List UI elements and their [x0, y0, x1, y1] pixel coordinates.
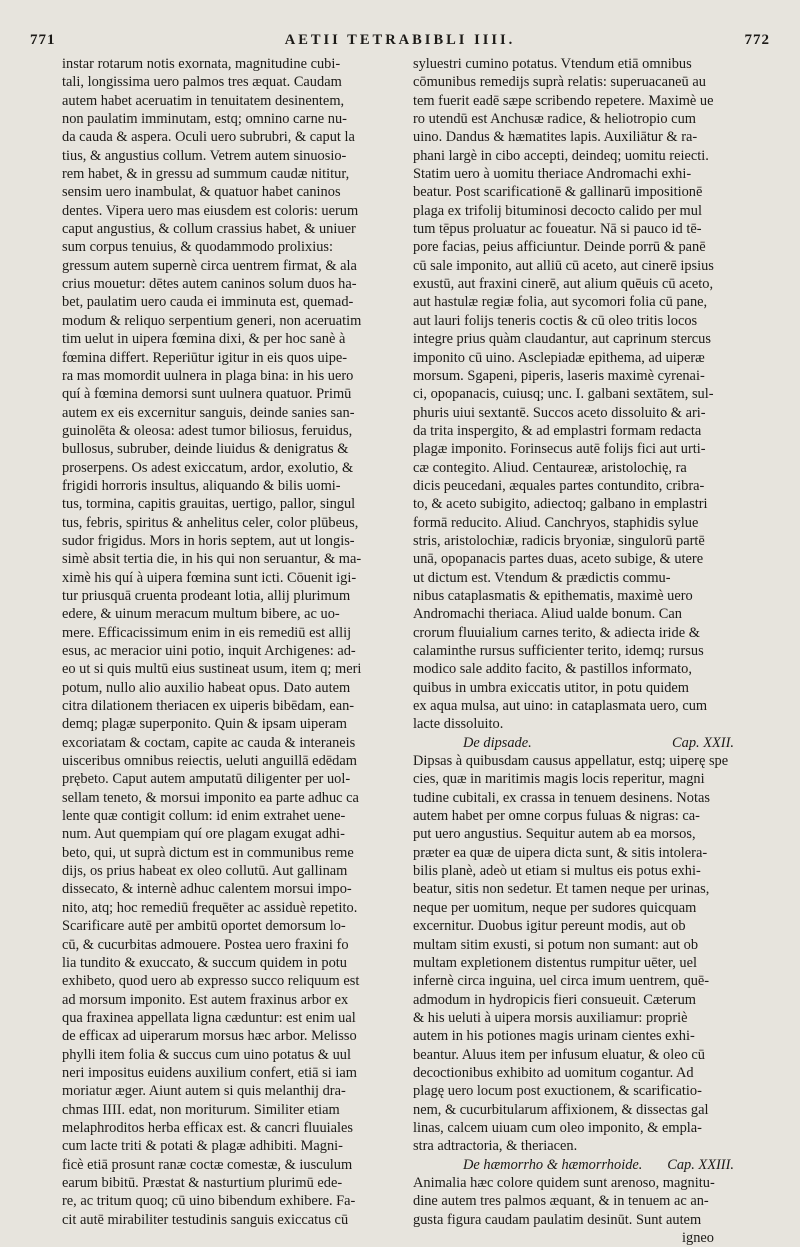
text-line: tali, longissima uero palmos tres æquat. Caudam — [62, 74, 342, 91]
text-line: instar rotarum notis exornata, magnitudine cubi- — [62, 56, 341, 72]
text-line: non paulatim imminutam, estq; omnino carne nu- — [62, 111, 347, 128]
text-line: calaminthe rursus sufficienter terito, idemq; rursus — [413, 643, 704, 659]
text-line: ad morsum imponito. Est autem fraxinus arbor ex — [62, 991, 349, 1008]
text-line: formā reducito. Aliud. Canchryos, staphidis sylue — [413, 514, 699, 531]
text-line: ficè etiā prosunt ranæ coctæ comestæ, & iusculum — [62, 1156, 353, 1173]
text-line: Animalia hæc colore quidem sunt arenoso, magnitu- — [413, 1174, 715, 1191]
text-line: lacte dissoluito. — [413, 716, 504, 733]
text-line: stris, aristolochiæ, radicis bryoniæ, singulorū partē — [413, 532, 705, 549]
text-line: crius mouetur: dētes autem caninos solum duos ha- — [62, 276, 357, 293]
text-line: edere, & uinum meracum multum bibere, ac uo- — [62, 606, 340, 623]
text-line: sellam teneto, & morsui imponito ea parte adhuc ca — [62, 789, 359, 806]
text-line: ex aqua mulsa, aut uino: in cataplasmata uero, cum — [413, 698, 708, 715]
text-line: chmas IIII. edat, non moriturum. Similiter etiam — [62, 1101, 340, 1118]
text-line: excernitur. Duobus igitur pereunt modis, aut ob — [413, 918, 686, 935]
text-line: Dipsas à quibusdam causus appellatur, estq; uiperę spe — [413, 753, 729, 770]
text-line: linas, calcem uiuam cum oleo imponito, & empla- — [413, 1119, 702, 1136]
text-line: cum lacte triti & potati & plagæ adhibiti. Magni- — [62, 1138, 343, 1155]
chapter-23-heading — [413, 1156, 738, 1174]
text-line: nibus cataplasmatis & epithematis, maximè uero — [413, 587, 693, 604]
text-line: qua fraxinea appellata ligna cæduntur: est enim ual — [62, 1009, 356, 1026]
text-line: frigidi horroris insultus, aliquando & bilis uomi- — [62, 477, 341, 494]
text-line: multam sitim exusti, si potum non sumant: aut ob — [413, 936, 699, 953]
text-line: sum corpus tenuius, & quodammodo prolixius: — [62, 239, 334, 256]
text-line: nito, atq; hoc remediū frequēter ac assiduè repetito. — [62, 899, 358, 916]
text-line: plagę uero locum post exuctionem, & scarificatio- — [413, 1083, 702, 1100]
text-line: lente quæ contigit collum: id enim extrahet uene- — [62, 808, 346, 825]
text-line: infernè circa inguina, uel circa imum uentrem, quē- — [413, 973, 710, 990]
text-line: tum tēpus proluatur ac foueatur. Nā si pauco id tē- — [413, 221, 702, 238]
text-line: dine autem tres palmos æquant, & in tenuem ac an- — [413, 1193, 709, 1210]
text-line: gressum autem supernè circa uentrem firmat, & ala — [62, 257, 357, 274]
text-line: phylli item folia & succus cum uino potatus & uul — [62, 1046, 351, 1063]
text-line: tus, febris, spiritus & anhelitus celer, color plūbeus, — [62, 514, 359, 531]
text-line: guinolēta & oleosa: adest tumor biliosus, feruidus, — [62, 422, 353, 439]
text-line: demq; plagæ superponito. Quin & ipsam uiperam — [62, 716, 347, 733]
text-line: num. Aut quempiam quí ore plagam exugat adhi- — [62, 826, 345, 843]
text-line: dicis peucedani, æquales partes contundito, cribra- — [413, 477, 705, 494]
text-line: dijs, os prius habeat ex oleo collutū. Aut gallinam — [62, 863, 348, 880]
text-line: da cauda & aspera. Oculi uero subrubri, & caput la — [62, 129, 355, 146]
text-line: integre prius quàm claudantur, aut caprinum stercus — [413, 331, 711, 348]
text-line: tim uelut in uipera fœmina dixi, & per hoc sanè à — [62, 331, 346, 348]
text-line: syluestri cumino potatus. Vtendum etiā omnibus — [413, 56, 692, 72]
chapter-23-text — [413, 1174, 738, 1229]
left-column — [62, 55, 400, 1229]
text-line: phani largè in cibo accepti, deindeq; uomitu reiecti. — [413, 147, 709, 164]
text-line: cæ contegito. Aliud. Centaureæ, aristolochię, ra — [413, 459, 687, 476]
text-line: beatur, sitis non sedetur. Et tamen neque per urinas, — [413, 881, 710, 898]
text-line: bet, paulatim uero cauda ei imminuta est, quemad- — [62, 294, 354, 311]
text-line: exhibeto, quod uero ab expresso succo reliquum est — [62, 973, 360, 990]
text-line: cies, quæ in maritimis magis locis reperitur, magni — [413, 771, 705, 788]
text-line: dentes. Vipera uero mas eiusdem est coloris: uerum — [62, 202, 359, 219]
text-line: Statim uero à uomitu theriace Andromachi exhi- — [413, 166, 692, 183]
text-line: aut lauri folijs teneris coctis & cū oleo tritis locos — [413, 312, 698, 329]
text-line: beatur. Post scarificationē & gallinarū impositionē — [413, 184, 703, 201]
text-line: & his ueluti à uipera morsis auxiliamur: propriè — [413, 1009, 688, 1026]
text-line: cū sale imponito, aut alliū cū aceto, aut cinerē ipsius — [413, 257, 714, 274]
right-column — [413, 55, 738, 1247]
text-line: pore facias, peius afficiuntur. Deinde porrū & panē — [413, 239, 706, 256]
text-line: ra mas momordit uulnera in plaga bina: in his uero — [62, 367, 354, 384]
text-line: modum & reliquo serpentium generi, non aceruatim — [62, 312, 362, 329]
text-line: citra dilationem theriacen ex uiperis bibēdam, ean- — [62, 698, 355, 715]
text-line: imponito cū uino. Asclepiadæ epithema, ad uiperæ — [413, 349, 705, 366]
catchword: igneo — [682, 1230, 714, 1246]
text-line: plagæ imponito. Forinsecus autē folijs fici aut urti- — [413, 441, 706, 458]
text-line: tem fuerit eadē sæpe scribendo repetere. Maximè ue — [413, 92, 714, 109]
text-line: tus, tormina, capitis grauitas, uertigo, pallor, singul — [62, 496, 356, 513]
running-title: AETII TETRABIBLI IIII. — [284, 31, 516, 48]
text-line: esus, ac meracior uini potio, inquit Archigenes: ad- — [62, 643, 356, 659]
text-line: phuris uiui sextantē. Succos aceto dissoluito & ari- — [413, 404, 706, 421]
text-line: aut hastulæ regiæ folia, aut sycomori folia cū pane, — [413, 294, 708, 311]
text-line: exustū, aut fraxini cinerē, aut alium quēuis cū aceto, — [413, 276, 714, 293]
text-line: multam expletionem distentus rumpitur uēter, uel — [413, 954, 697, 971]
text-line: decoctionibus exhibito ad uomitum cogantur. Ad — [413, 1064, 694, 1081]
text-line: eo ut si quis multū eius sustineat usum, item q; meri — [62, 661, 362, 678]
text-line: ximè his quí à uipera fœmina sunt icti. Cōuenit igi- — [62, 569, 357, 586]
text-line: bullosus, subruber, deinde liuidus & denigratus & — [62, 441, 349, 458]
right-column-top-text — [413, 55, 738, 734]
text-line: put uero angustius. Sequitur autem ab ea morsos, — [413, 826, 696, 843]
text-line: tius, & angustius collum. Vetrem autem sinuosio- — [62, 147, 347, 164]
text-line: lia tundito & exuccato, & succum quidem in potu — [62, 954, 347, 971]
text-line: ut dictum est. Vtendum & prædictis commu- — [413, 569, 671, 586]
text-line: moriatur æger. Aiunt autem si quis melanthij dra- — [62, 1083, 346, 1100]
text-line: morsum. Sgapeni, piperis, laseris maximè cyrenai- — [413, 367, 705, 384]
text-line: rem habet, & in gressu ad summum caudæ nititur, — [62, 166, 350, 183]
text-line: fœmina differt. Reperiūtur igitur in eis quos uipe- — [62, 349, 348, 366]
text-line: neque per uomitum, neque per sudores quicquam — [413, 899, 697, 916]
text-line: admodum in hydropicis fieri consueuit. Cæterum — [413, 991, 696, 1008]
text-line: Andromachi theriaca. Aliud ualde bonum. Can — [413, 606, 682, 623]
text-line: ro utendū est Anchusæ radice, & heliotropio cum — [413, 111, 696, 128]
text-line: da trita inspergito, & ad emplastri formam redacta — [413, 422, 702, 439]
text-line: neri impositus euidens auxilium confert, etiā si iam — [62, 1064, 357, 1081]
text-line: simè absit tertia die, in his qui non seruantur, & ma- — [62, 551, 362, 568]
text-line: to, & aceto subigito, adiectoq; galbano in emplastri — [413, 496, 708, 513]
text-line: dissecato, & internè adhuc calentem morsui impo- — [62, 881, 352, 898]
text-line: beantur. Aluus item per infusum eluatur, & oleo cū — [413, 1046, 705, 1063]
text-line: sudor frigidus. Mors in horis septem, aut ut longis- — [62, 532, 355, 549]
text-line: tur priusquā cruenta prodeant lotia, allij plurimum — [62, 587, 351, 604]
text-line: quibus in umbra exiccatis utitor, in potu quidem — [413, 679, 690, 696]
chapter-23-number: Cap. XXIII. — [667, 1156, 734, 1173]
text-line: caput angustius, & collum crassius habet, & uniuer — [62, 221, 356, 238]
text-line: excoriatam & coctam, capite ac cauda & interaneis — [62, 734, 356, 751]
text-line: autem in his potiones magis urinam cientes exhi- — [413, 1028, 695, 1045]
text-line: tudine cubitali, ex crassa in tenuem desinens. Notas — [413, 789, 710, 806]
text-line: sensim uero inambulat, & quatuor habet caninos — [62, 184, 341, 201]
text-line: autem habet aceruatim in tenuitatem desinentem, — [62, 92, 345, 109]
text-line: potum, nullo alio auxilio habeat opus. Dato autem — [62, 679, 351, 696]
text-line: ci, opopanacis, cuiusq; unc. I. galbani sextātem, sul- — [413, 386, 714, 403]
running-header — [30, 28, 770, 52]
right-page-number: 772 — [744, 31, 770, 48]
text-line: de efficax ad uiperarum morsus hæc arbor. Melisso — [62, 1028, 357, 1045]
chapter-23-title: De hæmorrho & hæmorrhoide. — [463, 1156, 643, 1173]
text-line: melaphroditos herba efficax est. & cancri fluuiales — [62, 1119, 354, 1136]
text-line: modico sale addito facito, & pastillos informato, — [413, 661, 692, 678]
text-line: proserpens. Os adest exiccatum, ardor, exolutio, & — [62, 459, 354, 476]
text-line: uisceribus omnibus reiectis, ueluti anguillā edēdam — [62, 753, 357, 770]
text-line: beto, qui, ut suprà dictum est in communibus reme — [62, 844, 354, 861]
left-page-number: 771 — [30, 31, 56, 48]
text-line: quí à fœmina demorsi sunt uulnera quatuor. Primū — [62, 386, 352, 403]
text-line: nem, & cucurbitularum affixionem, & dissectas gal — [413, 1101, 709, 1118]
text-line: Scarificare autē per ambitū oportet demorsum lo- — [62, 918, 346, 935]
text-line: autem ex eis excernitur sanguis, deinde sanies san- — [62, 404, 355, 421]
chapter-22-text — [413, 752, 738, 1156]
chapter-22-heading — [413, 734, 738, 752]
text-line: gusta figura caudam paulatim desinūt. Sunt autem — [413, 1211, 702, 1228]
text-line: stra adtractoria, & theriacen. — [413, 1138, 578, 1155]
text-line: cū, & cucurbitas admouere. Postea uero fraxini fo — [62, 936, 349, 953]
text-line: uino. Dandus & hæmatites lapis. Auxiliātur & ra- — [413, 129, 698, 146]
text-line: autem habet per omne corpus fuluas & nigras: ca- — [413, 808, 700, 825]
text-line: crorum fluuialium carnes terito, & adiecta iride & — [413, 624, 700, 641]
chapter-22-number: Cap. XXII. — [672, 734, 734, 751]
text-line: unā, opopanacis partes duas, aceto subige, & utere — [413, 551, 704, 568]
text-line: mere. Efficacissimum enim in eis remediū est allij — [62, 624, 352, 641]
text-line: prębeto. Caput autem amputatū diligenter per uol- — [62, 771, 351, 788]
chapter-22-title: De dipsade. — [463, 734, 532, 751]
text-line: bilis planè, adeò ut etiam si multus eis potus exhi- — [413, 863, 701, 880]
text-line: re, ac tritum quoq; cū uino bibendum exhibere. Fa- — [62, 1193, 356, 1210]
text-line: cit autē mirabiliter testudinis sanguis exiccatus cū — [62, 1211, 349, 1228]
text-line: earum bibitū. Præstat & nasturtium plurimū ede- — [62, 1174, 343, 1191]
text-line: cōmunibus remedijs suprà relatis: superuacaneū au — [413, 74, 706, 91]
text-line: plaga ex trifolij bituminosi decocto calido per mul — [413, 202, 702, 219]
text-line: præter ea quæ de uipera dicta sunt, & sitis intolera- — [413, 844, 708, 861]
